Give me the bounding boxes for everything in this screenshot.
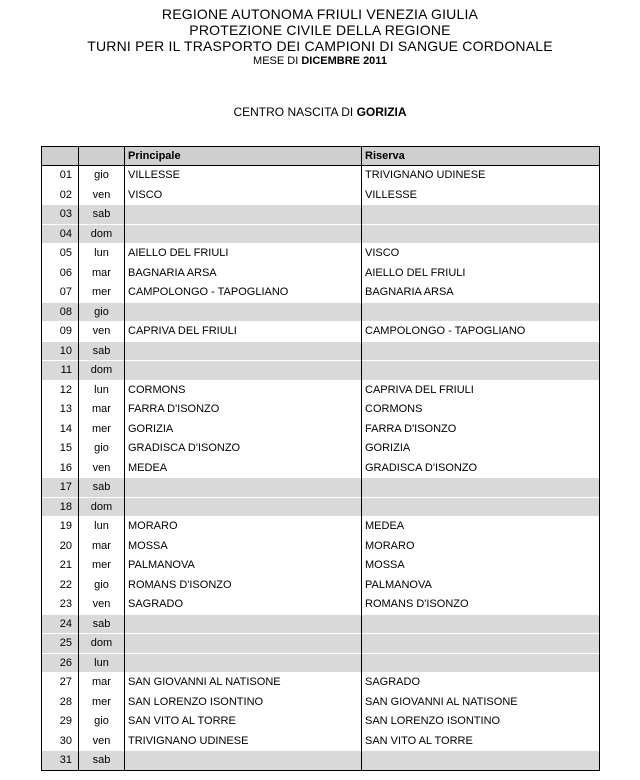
table-row [42, 692, 600, 712]
riserva-cell [362, 497, 600, 517]
weekday-cell: dom [79, 361, 125, 381]
principale-cell: SAN LORENZO ISONTINO [125, 692, 362, 712]
table-row [42, 205, 600, 225]
table-row [42, 634, 600, 654]
principale-cell: SAN VITO AL TORRE [125, 712, 362, 732]
day-number-cell: 02 [42, 185, 79, 205]
riserva-cell [362, 224, 600, 244]
principale-cell [125, 361, 362, 381]
table-row [42, 458, 600, 478]
principale-cell [125, 478, 362, 498]
weekday-cell: ven [79, 458, 125, 478]
riserva-cell: BAGNARIA ARSA [362, 283, 600, 303]
table-row [42, 497, 600, 517]
column-header-riserva: Riserva [362, 147, 600, 166]
weekday-cell: sab [79, 205, 125, 225]
table-row [42, 224, 600, 244]
day-number-cell: 11 [42, 361, 79, 381]
principale-cell [125, 341, 362, 361]
weekday-cell: sab [79, 478, 125, 498]
riserva-cell: SAN GIOVANNI AL NATISONE [362, 692, 600, 712]
day-number-cell: 30 [42, 731, 79, 751]
riserva-cell [362, 751, 600, 771]
day-number-cell: 28 [42, 692, 79, 712]
weekday-cell: ven [79, 595, 125, 615]
principale-cell [125, 634, 362, 654]
principale-cell: ROMANS D'ISONZO [125, 575, 362, 595]
weekday-cell: gio [79, 575, 125, 595]
table-row [42, 380, 600, 400]
riserva-cell: MORARO [362, 536, 600, 556]
weekday-cell: lun [79, 653, 125, 673]
riserva-cell [362, 361, 600, 381]
principale-cell: FARRA D'ISONZO [125, 400, 362, 420]
birth-center-prefix: CENTRO NASCITA DI [233, 105, 357, 119]
principale-cell: BAGNARIA ARSA [125, 263, 362, 283]
table-row [42, 166, 600, 186]
weekday-cell: mer [79, 419, 125, 439]
principale-cell [125, 653, 362, 673]
day-number-cell: 17 [42, 478, 79, 498]
birth-center-title [0, 105, 640, 119]
riserva-cell [362, 478, 600, 498]
day-number-cell: 07 [42, 283, 79, 303]
weekday-cell: dom [79, 634, 125, 654]
weekday-cell: ven [79, 731, 125, 751]
day-number-cell: 23 [42, 595, 79, 615]
principale-cell: PALMANOVA [125, 556, 362, 576]
day-number-cell: 19 [42, 517, 79, 537]
day-number-cell: 31 [42, 751, 79, 771]
principale-cell: VILLESSE [125, 166, 362, 186]
principale-cell: VISCO [125, 185, 362, 205]
riserva-cell: CORMONS [362, 400, 600, 420]
table-row [42, 322, 600, 342]
birth-center-name: GORIZIA [356, 105, 407, 119]
principale-cell: CAMPOLONGO - TAPOGLIANO [125, 283, 362, 303]
table-row [42, 400, 600, 420]
day-number-cell: 26 [42, 653, 79, 673]
riserva-cell: FARRA D'ISONZO [362, 419, 600, 439]
table-row [42, 263, 600, 283]
riserva-cell: VILLESSE [362, 185, 600, 205]
table-row [42, 439, 600, 459]
weekday-cell: mer [79, 556, 125, 576]
table-row [42, 361, 600, 381]
day-number-cell: 14 [42, 419, 79, 439]
riserva-cell [362, 653, 600, 673]
principale-cell: GORIZIA [125, 419, 362, 439]
day-number-cell: 05 [42, 244, 79, 264]
table-row [42, 575, 600, 595]
weekday-cell: sab [79, 341, 125, 361]
table-row [42, 595, 600, 615]
principale-cell: SAGRADO [125, 595, 362, 615]
day-number-cell: 10 [42, 341, 79, 361]
riserva-cell: MOSSA [362, 556, 600, 576]
table-row [42, 478, 600, 498]
weekday-cell: mar [79, 536, 125, 556]
weekday-cell: mar [79, 400, 125, 420]
weekday-cell: mer [79, 283, 125, 303]
riserva-cell: PALMANOVA [362, 575, 600, 595]
weekday-cell: dom [79, 497, 125, 517]
document-header [0, 6, 640, 68]
day-number-cell: 09 [42, 322, 79, 342]
column-header-principale: Principale [125, 147, 362, 166]
day-number-cell: 22 [42, 575, 79, 595]
principale-cell [125, 302, 362, 322]
riserva-cell: GORIZIA [362, 439, 600, 459]
principale-cell: MOSSA [125, 536, 362, 556]
principale-cell: CORMONS [125, 380, 362, 400]
day-number-cell: 06 [42, 263, 79, 283]
column-header-weekday [79, 147, 125, 166]
day-number-cell: 03 [42, 205, 79, 225]
riserva-cell: AIELLO DEL FRIULI [362, 263, 600, 283]
weekday-cell: ven [79, 185, 125, 205]
header-civil-protection: PROTEZIONE CIVILE DELLA REGIONE [189, 22, 451, 38]
riserva-cell [362, 302, 600, 322]
column-header-day-number [42, 147, 79, 166]
riserva-cell: CAMPOLONGO - TAPOGLIANO [362, 322, 600, 342]
day-number-cell: 04 [42, 224, 79, 244]
weekday-cell: gio [79, 302, 125, 322]
weekday-cell: mer [79, 692, 125, 712]
riserva-cell: GRADISCA D'ISONZO [362, 458, 600, 478]
header-month-value: DICEMBRE 2011 [301, 55, 387, 67]
riserva-cell: MEDEA [362, 517, 600, 537]
table-row [42, 185, 600, 205]
principale-cell [125, 614, 362, 634]
weekday-cell: mar [79, 263, 125, 283]
riserva-cell: SAGRADO [362, 673, 600, 693]
header-month-prefix: MESE DI [253, 55, 302, 67]
riserva-cell: CAPRIVA DEL FRIULI [362, 380, 600, 400]
principale-cell: SAN GIOVANNI AL NATISONE [125, 673, 362, 693]
riserva-cell: SAN LORENZO ISONTINO [362, 712, 600, 732]
riserva-cell: ROMANS D'ISONZO [362, 595, 600, 615]
weekday-cell: gio [79, 166, 125, 186]
principale-cell [125, 751, 362, 771]
day-number-cell: 12 [42, 380, 79, 400]
table-row [42, 244, 600, 264]
day-number-cell: 01 [42, 166, 79, 186]
principale-cell [125, 205, 362, 225]
header-region: REGIONE AUTONOMA FRIULI VENEZIA GIULIA [161, 6, 479, 22]
weekday-cell: lun [79, 244, 125, 264]
principale-cell: MORARO [125, 517, 362, 537]
header-title: TURNI PER IL TRASPORTO DEI CAMPIONI DI SANGUE CORDONALE [87, 38, 553, 54]
weekday-cell: lun [79, 380, 125, 400]
day-number-cell: 25 [42, 634, 79, 654]
riserva-cell [362, 341, 600, 361]
table-row [42, 517, 600, 537]
principale-cell: CAPRIVA DEL FRIULI [125, 322, 362, 342]
riserva-cell: VISCO [362, 244, 600, 264]
table-row [42, 556, 600, 576]
riserva-cell [362, 614, 600, 634]
principale-cell [125, 224, 362, 244]
weekday-cell: sab [79, 614, 125, 634]
table-row [42, 614, 600, 634]
day-number-cell: 08 [42, 302, 79, 322]
table-row [42, 712, 600, 732]
weekday-cell: gio [79, 439, 125, 459]
day-number-cell: 18 [42, 497, 79, 517]
day-number-cell: 24 [42, 614, 79, 634]
day-number-cell: 15 [42, 439, 79, 459]
table-row [42, 419, 600, 439]
shift-table [41, 146, 600, 771]
day-number-cell: 29 [42, 712, 79, 732]
riserva-cell [362, 205, 600, 225]
table-row [42, 283, 600, 303]
riserva-cell [362, 634, 600, 654]
table-row [42, 731, 600, 751]
table-row [42, 536, 600, 556]
principale-cell: TRIVIGNANO UDINESE [125, 731, 362, 751]
table-row [42, 302, 600, 322]
riserva-cell: SAN VITO AL TORRE [362, 731, 600, 751]
weekday-cell: dom [79, 224, 125, 244]
weekday-cell: sab [79, 751, 125, 771]
day-number-cell: 20 [42, 536, 79, 556]
day-number-cell: 13 [42, 400, 79, 420]
table-row [42, 653, 600, 673]
table-row [42, 673, 600, 693]
principale-cell: MEDEA [125, 458, 362, 478]
table-row [42, 751, 600, 771]
weekday-cell: lun [79, 517, 125, 537]
table-header-row [42, 147, 600, 166]
principale-cell [125, 497, 362, 517]
table-row [42, 341, 600, 361]
weekday-cell: ven [79, 322, 125, 342]
principale-cell: GRADISCA D'ISONZO [125, 439, 362, 459]
weekday-cell: mar [79, 673, 125, 693]
weekday-cell: gio [79, 712, 125, 732]
day-number-cell: 16 [42, 458, 79, 478]
riserva-cell: TRIVIGNANO UDINESE [362, 166, 600, 186]
header-month [0, 54, 640, 68]
day-number-cell: 27 [42, 673, 79, 693]
principale-cell: AIELLO DEL FRIULI [125, 244, 362, 264]
day-number-cell: 21 [42, 556, 79, 576]
